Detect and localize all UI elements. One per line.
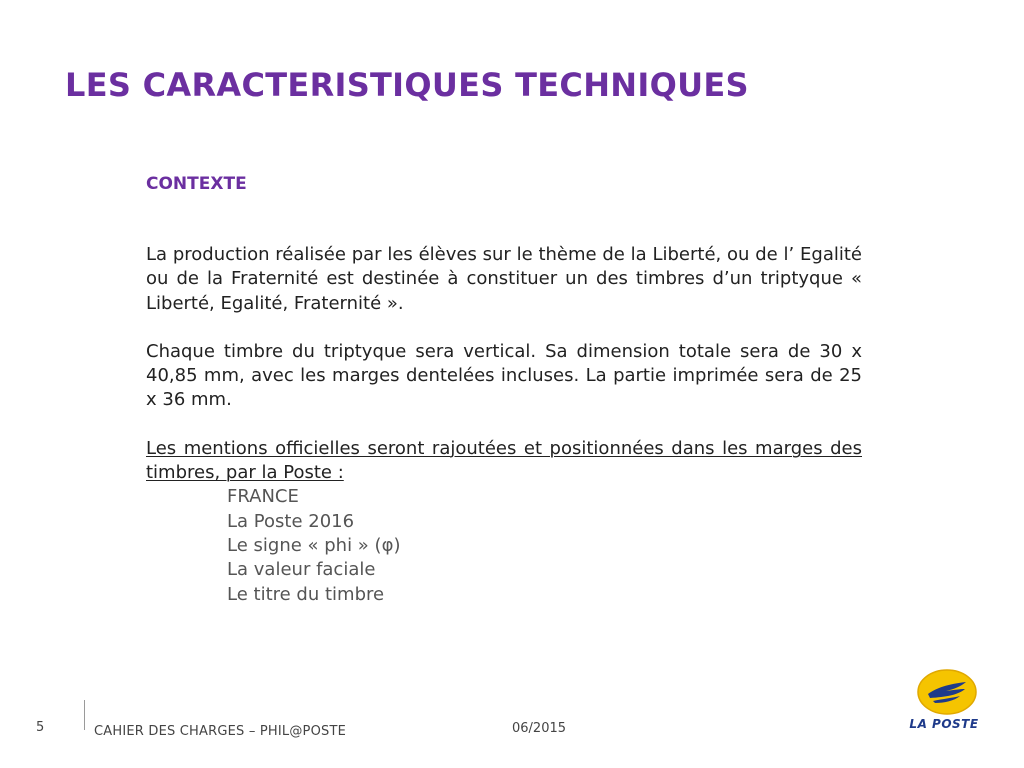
mentions-list — [146, 485, 862, 606]
footer-date: 06/2015 — [512, 721, 567, 736]
context-paragraph: La production réalisée par les élèves sur le thème de la Liberté, ou de l’ Egalité ou de la Fraternité est destinée à constituer un des timbres d’un triptyque « Liberté, Egalité, Fraternité ». — [146, 244, 862, 314]
logo-text: LA POSTE — [909, 717, 979, 731]
dimensions-paragraph: Chaque timbre du triptyque sera vertical. Sa dimension totale sera de 30 x 40,85 mm, avec les marges dentelées incluses. La partie imprimée sera de 25 x 36 mm. — [146, 340, 862, 411]
footer-divider — [84, 700, 85, 730]
la-poste-bird-icon — [916, 668, 978, 716]
slide-content — [146, 172, 862, 607]
list-item: FRANCE — [227, 486, 299, 508]
mentions-intro: Les mentions officielles seront rajoutées et positionnées dans les marges des timbres, par la Poste : — [146, 437, 862, 484]
section-heading: CONTEXTE — [146, 174, 247, 194]
list-item: Le titre du timbre — [227, 583, 385, 605]
list-item: Le signe « phi » (φ) — [227, 534, 401, 556]
page-number: 5 — [36, 720, 45, 735]
la-poste-logo — [900, 668, 996, 738]
list-item: La valeur faciale — [227, 559, 376, 581]
slide-title: LES CARACTERISTIQUES TECHNIQUES — [65, 66, 749, 104]
footer-document-title: CAHIER DES CHARGES – PHIL@POSTE — [94, 724, 347, 739]
list-item: La Poste 2016 — [227, 510, 355, 532]
